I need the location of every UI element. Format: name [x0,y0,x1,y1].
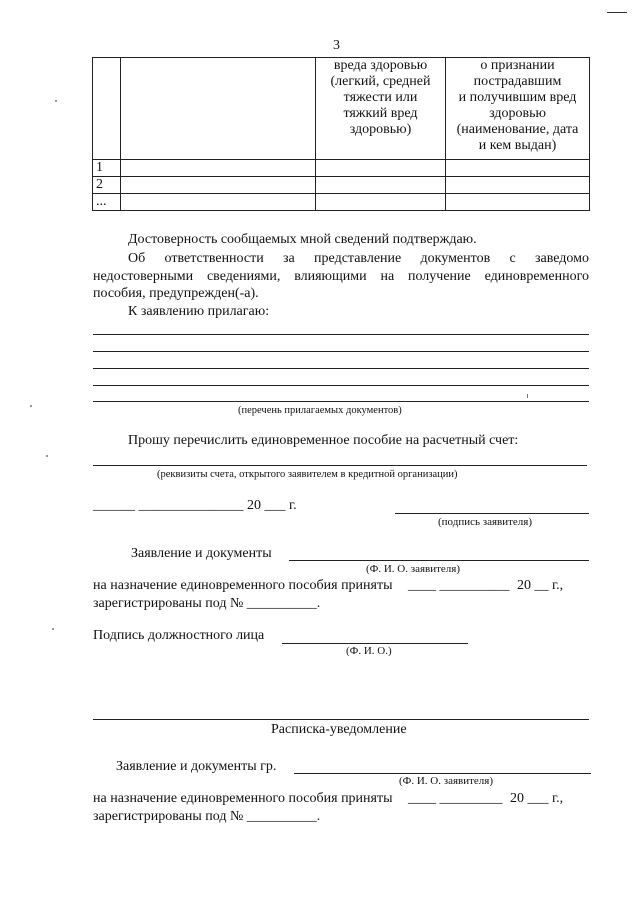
row-number: 1 [93,160,121,177]
table-row [93,177,590,194]
applicant-signature-caption: (подпись заявителя) [438,516,533,528]
header-cell-document [446,58,590,160]
attachment-line[interactable] [93,401,589,402]
month-blank[interactable]: _______________ [138,498,244,513]
table-row [93,160,590,177]
applicant-name-caption: (Ф. И. О. заявителя) [366,563,461,575]
doc-line: здоровью [489,106,546,121]
receipt-date-line [93,791,563,807]
docs-list-caption: (перечень прилагаемых документов) [238,405,402,416]
receipt-year-blank[interactable]: ___ [527,791,549,806]
table-header-row [93,58,590,160]
harm-line: здоровью) [349,122,412,137]
harm-line: вреда здоровью [333,58,428,73]
doc-line: о признании [480,58,555,73]
date-line[interactable] [93,498,297,514]
acceptance-year-suffix: г., [552,578,564,593]
year-blank[interactable]: ___ [264,498,286,513]
page-number: 3 [333,38,340,53]
acceptance-label: Заявление и документы [131,546,272,561]
header-cell-number [93,58,121,160]
registration-number-blank[interactable]: __________. [246,596,321,611]
accepted-text: на назначение единовременного пособия приняты [93,578,393,593]
header-cell-name [121,58,316,160]
attachment-line[interactable] [93,385,589,386]
official-name-caption: (Ф. И. О.) [346,645,392,657]
scan-mark [607,12,627,13]
doc-line: (наименование, дата [456,122,579,137]
attachment-line[interactable] [93,351,589,352]
receipt-number-blank[interactable]: __________. [246,809,321,824]
attachment-line[interactable] [93,334,589,335]
receipt-applicant-line[interactable] [294,773,591,774]
official-signature-label: Подпись должностного лица [93,628,265,643]
acceptance-year-prefix: 20 [517,578,532,593]
acceptance-year-blank[interactable]: __ [534,578,549,593]
scan-speck [55,100,57,102]
warning-line-3: пособия, предупрежден(-а). [93,286,259,301]
receipt-registered-text: зарегистрированы под № [93,809,244,824]
attachment-line[interactable] [93,368,589,369]
confirm-statement: Достоверность сообщаемых мной сведений подтверждаю. [128,232,477,247]
doc-line: и получившим вред [458,90,577,105]
attach-label: К заявлению прилагаю: [128,304,270,319]
receipt-accepted-text: на назначение единовременного пособия приняты [93,791,393,806]
row-number: ... [93,194,121,211]
year-prefix: 20 [247,498,261,513]
receipt-registration [93,809,320,825]
tear-off-line [93,719,589,720]
receipt-title: Расписка-уведомление [271,722,407,737]
receipt-applicant-caption: (Ф. И. О. заявителя) [399,775,494,787]
acceptance-date-line [93,578,563,594]
receipt-date-blank[interactable]: ____ _________ [408,791,503,806]
doc-line: пострадавшим [473,74,562,89]
warning-line-1: Об ответственности за представление документов с заведомо [128,251,589,266]
scan-speck [46,455,48,457]
account-line[interactable] [93,465,587,466]
acceptance-date-blank[interactable]: ____ __________ [408,578,510,593]
warning-line-2: недостоверными сведениями, влияющими на получение единовременного [93,269,589,284]
scan-speck [527,394,528,398]
header-cell-harm [316,58,446,160]
applicant-signature-line[interactable] [395,513,589,514]
official-signature-line[interactable] [282,643,468,644]
scan-speck [52,628,54,630]
year-suffix: г. [289,498,297,513]
account-caption: (реквизиты счета, открытого заявителем в кредитной организации) [157,469,458,480]
payment-request: Прошу перечислить единовременное пособие на расчетный счет: [128,433,519,448]
registered-text: зарегистрированы под № [93,596,244,611]
table-row [93,194,590,211]
doc-line: и кем выдан) [478,138,557,153]
scan-speck [30,405,32,407]
acceptance-registration [93,596,320,612]
victims-table [92,57,590,211]
receipt-year-prefix: 20 [510,791,525,806]
row-number: 2 [93,177,121,194]
receipt-label: Заявление и документы гр. [116,759,277,774]
harm-line: тяжести или [343,90,418,105]
harm-line: (легкий, средней [330,74,431,89]
applicant-name-line[interactable] [289,560,589,561]
day-blank[interactable]: ______ [93,498,135,513]
receipt-year-suffix: г., [552,791,564,806]
harm-line: тяжкий вред [343,106,418,121]
